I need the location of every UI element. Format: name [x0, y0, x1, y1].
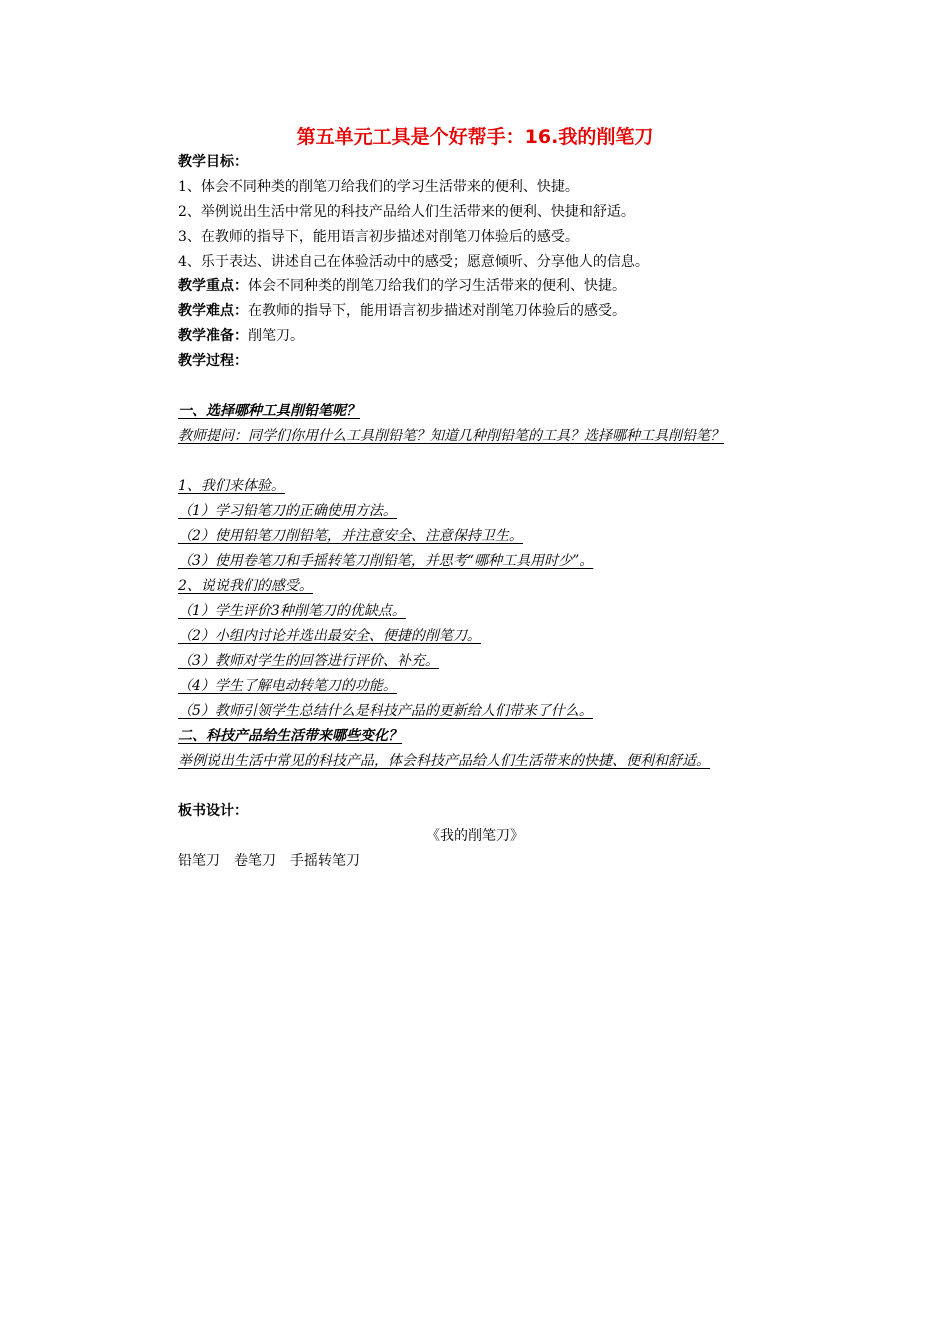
objective-item: 4、乐于表达、讲述自己在体验活动中的感受；愿意倾听、分享他人的信息。	[178, 254, 649, 270]
objective-item: 2、举例说出生活中常见的科技产品给人们生活带来的便利、快捷和舒适。	[178, 204, 635, 220]
key-point-text: 体会不同种类的削笔刀给我们的学习生活带来的便利、快捷。	[248, 278, 626, 294]
board-items: 铅笔刀 卷笔刀 手摇转笔刀	[178, 853, 360, 869]
section2-heading: 二、科技产品给生活带来哪些变化？	[178, 728, 402, 744]
difficulty-text: 在教师的指导下，能用语言初步描述对削笔刀体验后的感受。	[248, 303, 626, 319]
board-center-title: 《我的削笔刀》	[426, 828, 524, 844]
difficulty	[178, 301, 626, 321]
preparation-label: 教学准备：	[178, 328, 248, 344]
preparation	[178, 326, 304, 346]
objective-item: 1、体会不同种类的削笔刀给我们的学习生活带来的便利、快捷。	[178, 179, 579, 195]
section1-heading: 一、选择哪种工具削铅笔呢？	[178, 403, 360, 419]
step2-item: （2）小组内讨论并选出最安全、便捷的削笔刀。	[178, 628, 481, 644]
step2-item: （3）教师对学生的回答进行评价、补充。	[178, 653, 439, 669]
step2-heading: 2、说说我们的感受。	[178, 578, 313, 594]
step2-item: （5）教师引领学生总结什么是科技产品的更新给人们带来了什么。	[178, 703, 593, 719]
document-title: 第五单元工具是个好帮手：16.我的削笔刀	[296, 126, 654, 148]
objectives-heading: 教学目标：	[178, 154, 248, 170]
section1-intro: 教师提问：同学们你用什么工具削铅笔？知道几种削铅笔的工具？选择哪种工具削铅笔？	[178, 428, 724, 444]
difficulty-label: 教学难点：	[178, 303, 248, 319]
step1-item: （2）使用铅笔刀削铅笔，并注意安全、注意保持卫生。	[178, 528, 523, 544]
board-heading: 板书设计：	[178, 803, 248, 819]
step1-item: （1）学习铅笔刀的正确使用方法。	[178, 503, 397, 519]
step1-heading: 1、我们来体验。	[178, 478, 285, 494]
objective-item: 3、在教师的指导下，能用语言初步描述对削笔刀体验后的感受。	[178, 229, 579, 245]
step1-item: （3）使用卷笔刀和手摇转笔刀削铅笔，并思考“哪种工具用时少”。	[178, 553, 594, 569]
step2-item: （4）学生了解电动转笔刀的功能。	[178, 678, 397, 694]
section2-text: 举例说出生活中常见的科技产品，体会科技产品给人们生活带来的快捷、便利和舒适。	[178, 753, 710, 769]
step2-item: （1）学生评价3种削笔刀的优缺点。	[178, 603, 406, 619]
key-point	[178, 276, 626, 296]
key-point-label: 教学重点：	[178, 278, 248, 294]
preparation-text: 削笔刀。	[248, 328, 304, 344]
process-heading: 教学过程：	[178, 353, 248, 369]
